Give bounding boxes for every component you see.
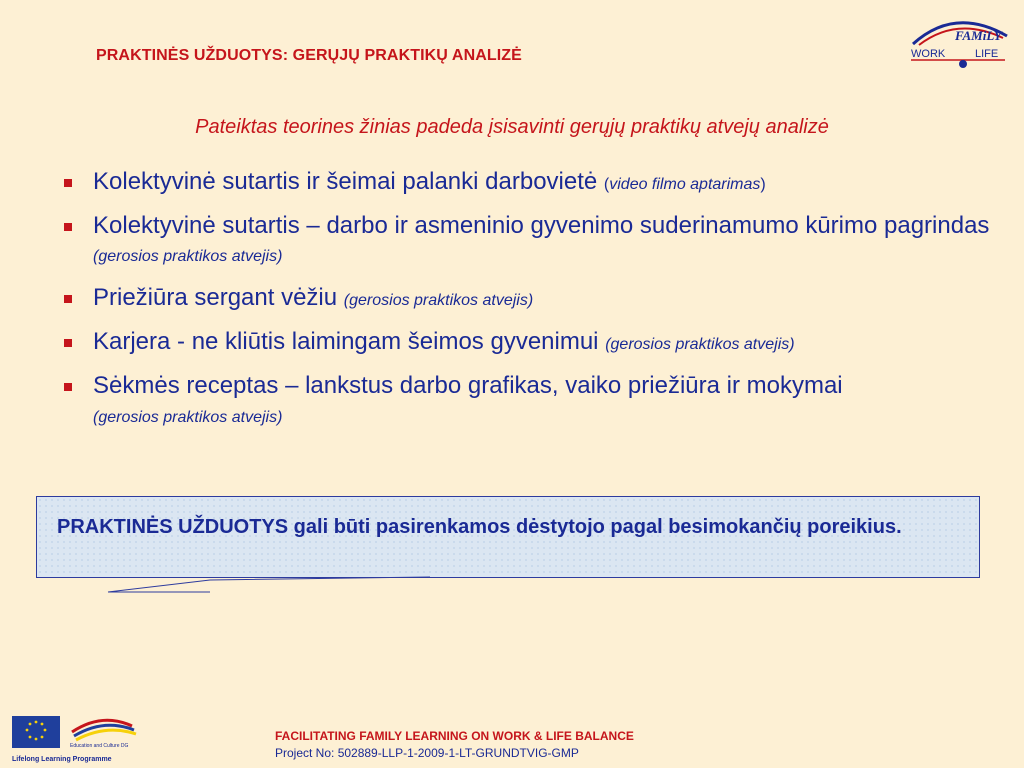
list-item: Sėkmės receptas – lankstus darbo grafikas, vaiko priežiūra ir mokymai (gerosios praktikos atvejis) [64,372,1014,432]
callout-tail [100,576,440,596]
slide-title: PRAKTINĖS UŽDUOTYS: GERŲJŲ PRAKTIKŲ ANALIZĖ [96,47,522,64]
bullet-list [64,168,1014,445]
list-item: Priežiūra sergant vėžiu (gerosios praktikos atvejis) [64,284,1014,315]
bullet-icon [64,179,72,187]
bullet-icon [64,383,72,391]
bullet-icon [64,223,72,231]
svg-text:LIFE: LIFE [975,48,999,60]
svg-text:Education and Culture DG: Education and Culture DG [70,743,129,749]
footer-title: FACILITATING FAMILY LEARNING ON WORK & LIFE BALANCE [275,729,634,743]
list-item: Kolektyvinė sutartis ir šeimai palanki darbovietė (video filmo aptarimas) [64,168,1014,199]
svg-text:FAMiLY: FAMiLY [955,28,1002,43]
footer-project-number: Project No: 502889-LLP-1-2009-1-LT-GRUNDTVIG-GMP [275,746,579,760]
bullet-icon [64,295,72,303]
bullet-icon [64,339,72,347]
family-work-life-logo [905,14,1013,74]
list-item: Karjera - ne kliūtis laimingam šeimos gyvenimui (gerosios praktikos atvejis) [64,328,1014,359]
svg-text:Lifelong Learning Programme: Lifelong Learning Programme [12,756,112,763]
eu-programme-logo [12,714,162,766]
svg-text:WORK: WORK [911,48,946,60]
slide-subtitle: Pateiktas teorines žinias padeda įsisavinti gerųjų praktikų atvejų analizė [195,116,829,138]
callout-text: PRAKTINĖS UŽDUOTYS gali būti pasirenkamos dėstytojo pagal besimokančių poreikius. [57,516,902,538]
callout-box [36,496,980,578]
list-item: Kolektyvinė sutartis – darbo ir asmeninio gyvenimo suderinamumo kūrimo pagrindas (gerosios praktikos atvejis) [64,212,1014,271]
